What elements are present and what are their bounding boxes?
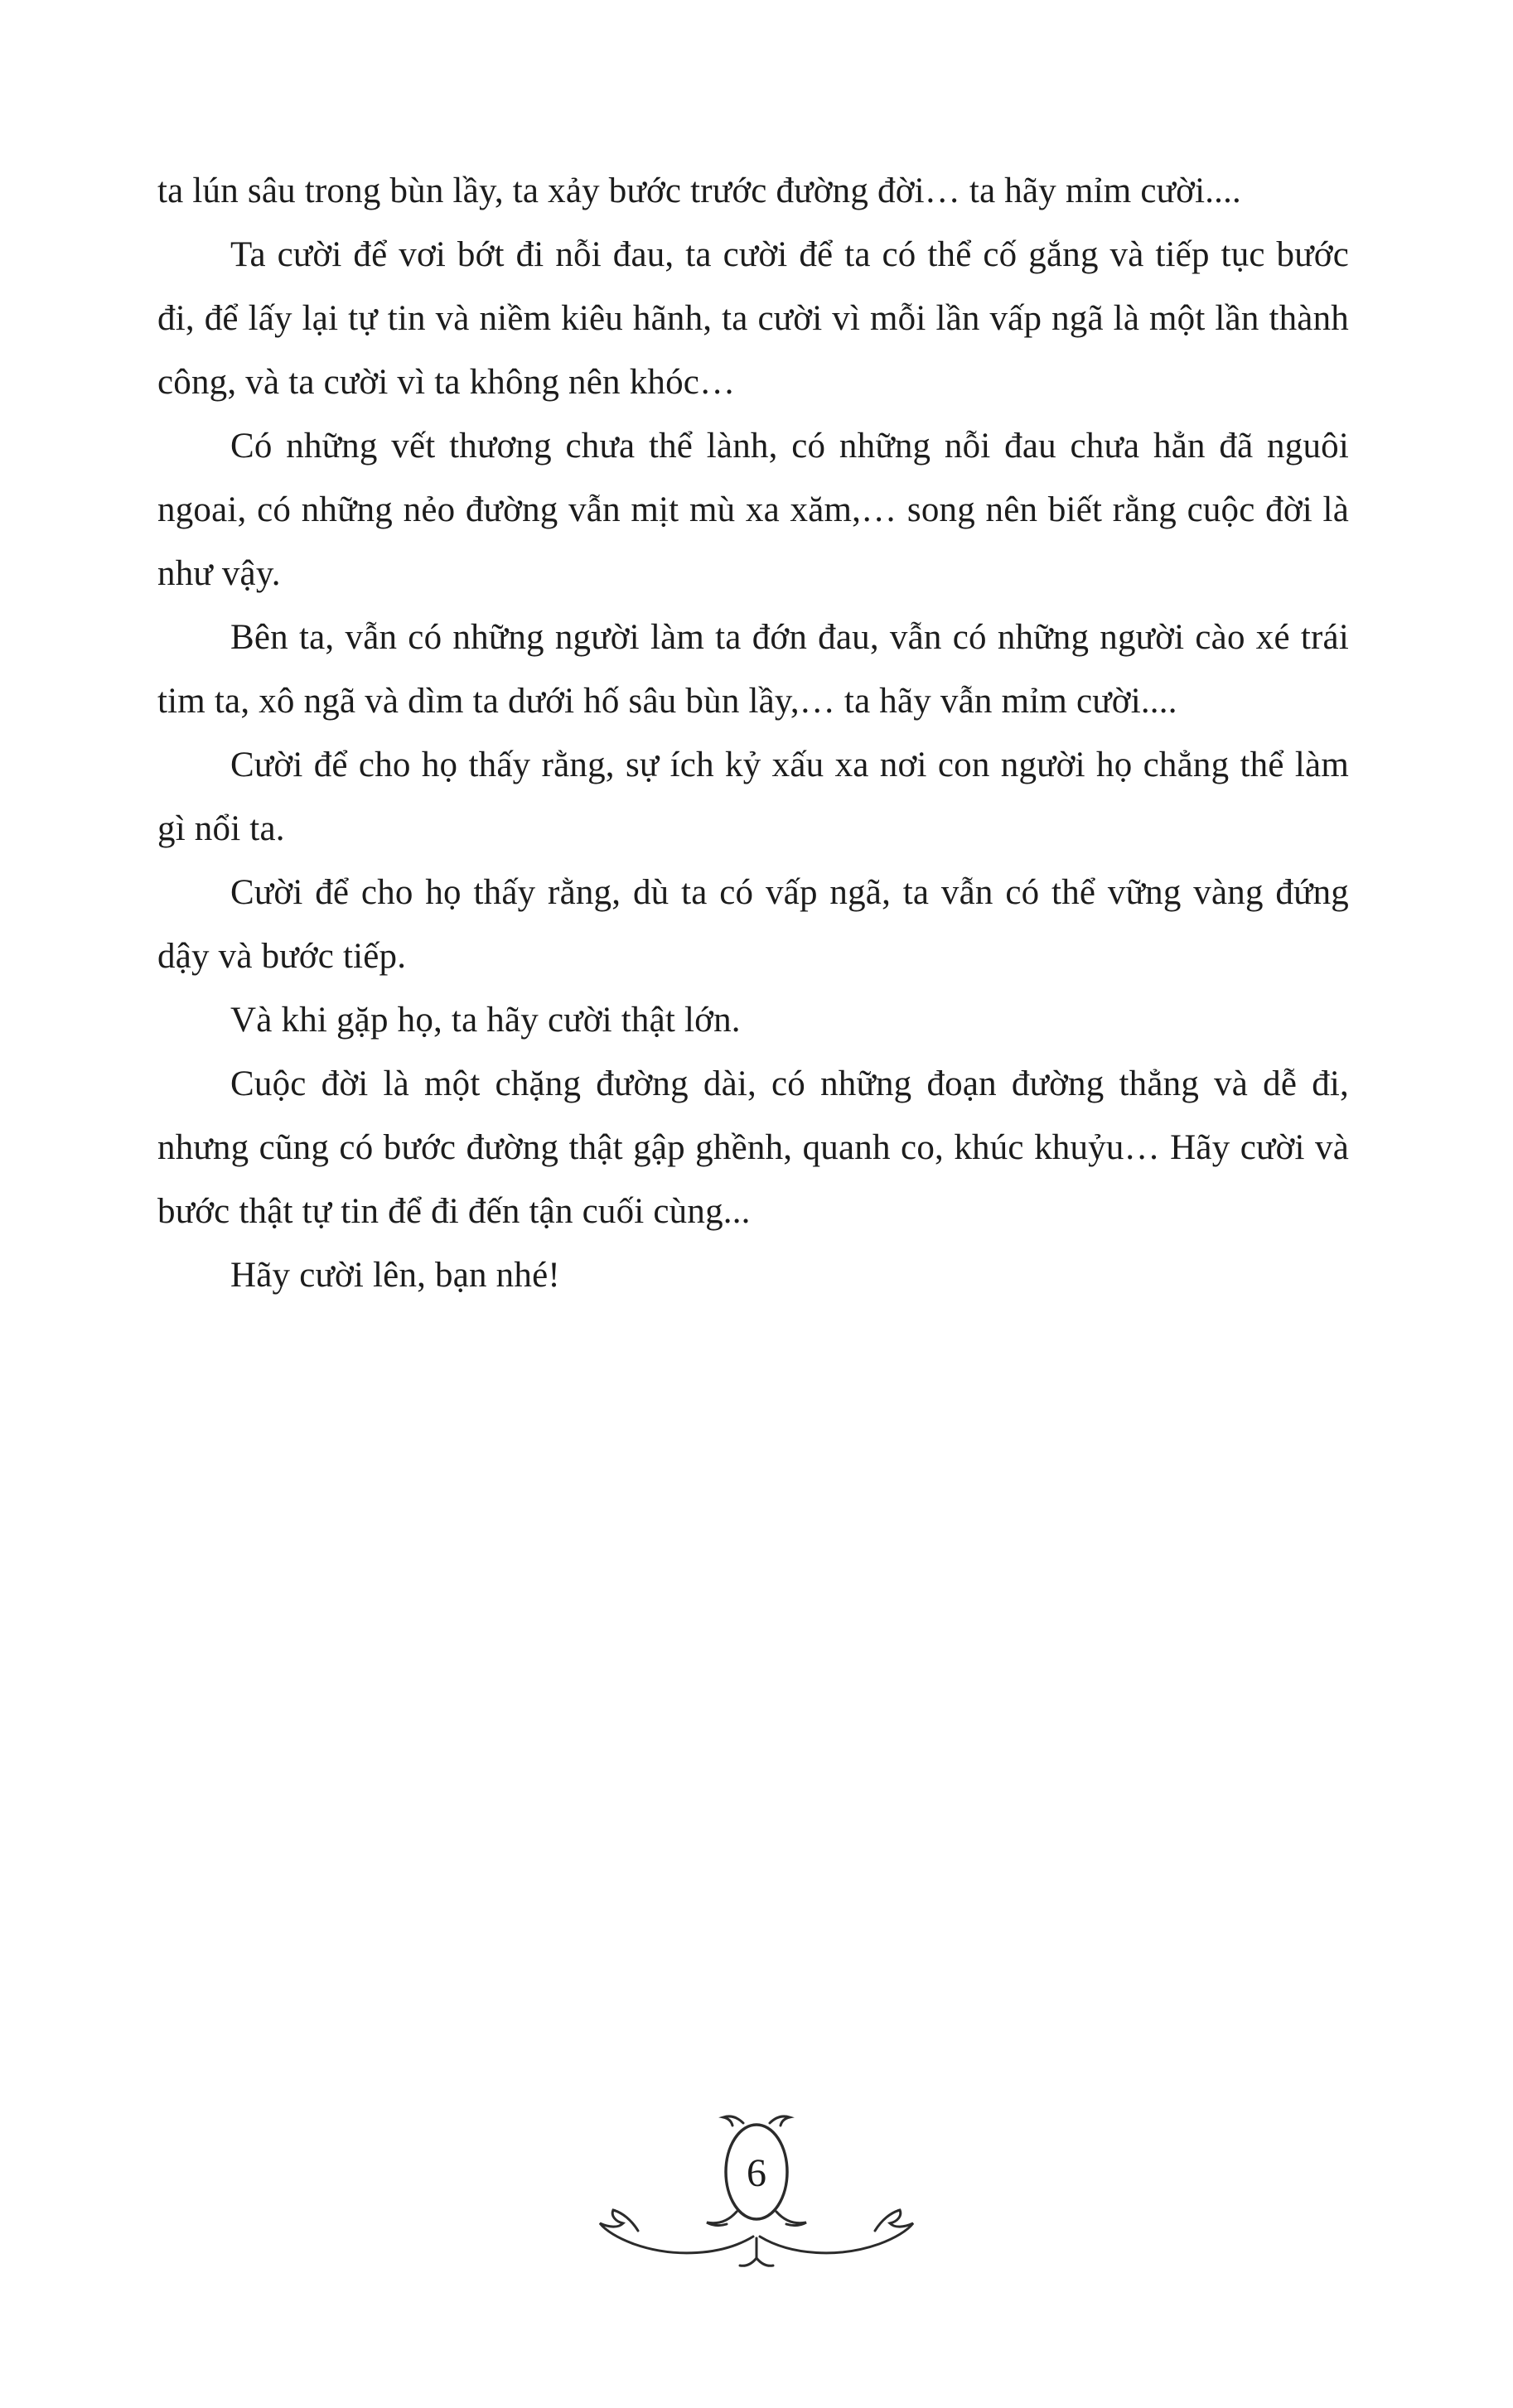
page-number: 6 [747, 2151, 766, 2195]
paragraph: Cười để cho họ thấy rằng, sự ích kỷ xấu xa nơi con người họ chẳng thể làm gì nổi ta. [157, 746, 1349, 848]
flourish-ornament-icon [591, 2111, 922, 2293]
paragraph: Và khi gặp họ, ta hãy cười thật lớn. [230, 1001, 741, 1040]
paragraph: Cuộc đời là một chặng đường dài, có những đoạn đường thẳng và dễ đi, nhưng cũng có bước đường thật gập ghềnh, quanh co, khúc khuỷu… Hãy cười và bước thật tự tin để đi đến tận cuối cùng... [157, 1064, 1349, 1231]
paragraph: Cười để cho họ thấy rằng, dù ta có vấp ngã, ta vẫn có thể vững vàng đứng dậy và bước tiếp. [157, 873, 1349, 976]
paragraph: ta lún sâu trong bùn lầy, ta xảy bước trước đường đời… ta hãy mỉm cười.... [157, 171, 1242, 210]
paragraph: Bên ta, vẫn có những người làm ta đớn đau, vẫn có những người cào xé trái tim ta, xô ngã và dìm ta dưới hố sâu bùn lầy,… ta hãy vẫn mỉm cười.... [157, 618, 1349, 721]
paragraph: Hãy cười lên, bạn nhé! [230, 1256, 560, 1295]
body-text [157, 159, 1349, 1307]
paragraph: Ta cười để vơi bớt đi nỗi đau, ta cười để ta có thể cố gắng và tiếp tục bước đi, để lấy lại tự tin và niềm kiêu hãnh, ta cười vì mỗi lần vấp ngã là một lần thành công, và ta cười vì ta không nên khóc… [157, 235, 1349, 402]
paragraph: Có những vết thương chưa thể lành, có những nỗi đau chưa hẳn đã nguôi ngoai, có những nẻo đường vẫn mịt mù xa xăm,… song nên biết rằng cuộc đời là như vậy. [157, 427, 1349, 593]
page-footer [591, 2111, 922, 2293]
